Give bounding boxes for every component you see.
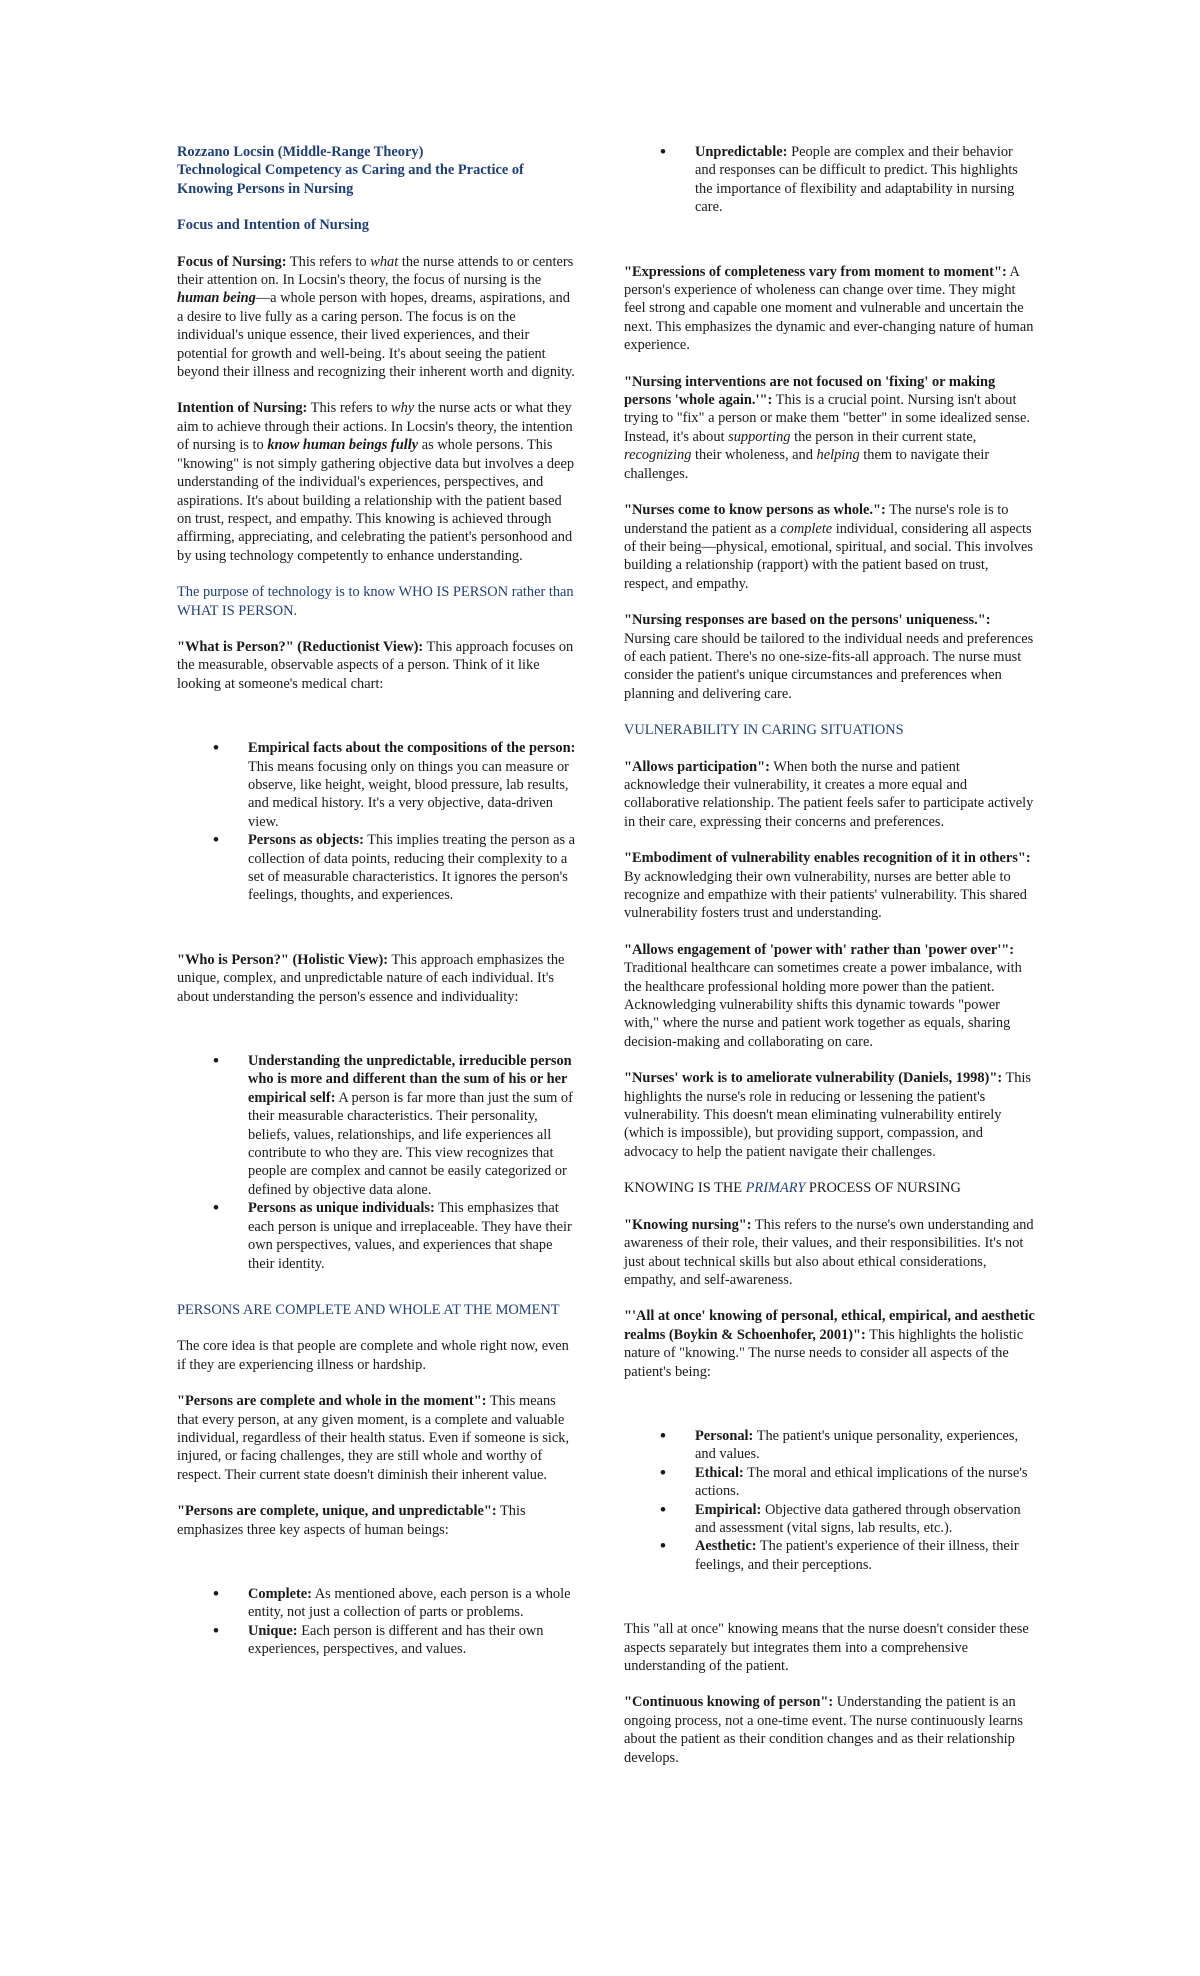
intention-of-nursing-paragraph: Intention of Nursing: This refers to why the nurse acts or what they aim to achieve through their actions. In Locsin's theory, the intention of nursing is to know human beings fully as whole persons. This "knowing" is not simply gathering objective data but involves a deep understanding of the individual's experiences, perspectives, and aspirations. It's about building a relationship with the patient based on trust, respect, and empathy. This knowing is achieved through affirming, appreciating, and celebrating the patient's personhood and by using technology competently to enhance understanding.: [177, 400, 575, 564]
right-column: [624, 143, 1035, 1785]
holistic-list: [177, 1052, 579, 1273]
complete-in-moment-paragraph: "Persons are complete and whole in the moment": This means that every person, at any given moment, is a complete and valuable individual, regardless of their health status. Even if someone is sick, injured, or facing challenges, they are still whole and worthy of respect. Their current state doesn't diminish their inherent value.: [177, 1393, 570, 1483]
allows-participation-paragraph: "Allows participation": When both the nurse and patient acknowledge their vulnerability, it creates a more equal and collaborative relationship. The patient feels safer to participate actively in their care, expressing their concerns and preferences.: [624, 758, 1034, 830]
title-line-2: Technological Competency as Caring and the Practice of Knowing Persons in Nursing: [177, 162, 524, 197]
document-title: [177, 143, 579, 198]
list-item: • Ethical: The moral and ethical implications of the nurse's actions.: [624, 1464, 1035, 1501]
expressions-paragraph: "Expressions of completeness vary from moment to moment": A person's experience of wholeness can change over time. They might feel strong and capable one moment and vulnerable and uncertain the next. This emphasizes the dynamic and ever-changing nature of human experience.: [624, 263, 1034, 354]
list-item: • Aesthetic: The patient's experience of their illness, their feelings, and their perceptions.: [624, 1537, 1035, 1574]
all-at-once-paragraph: "'All at once' knowing of personal, ethical, empirical, and aesthetic realms (Boykin & Schoenhofer, 2001)": This highlights the holistic nature of "knowing." The nurse needs to consider all aspects of the patient's being:: [624, 1308, 1035, 1380]
complete-unique-unpredictable-paragraph: "Persons are complete, unique, and unpredictable": This emphasizes three key aspects of human beings:: [177, 1503, 526, 1538]
ameliorate-paragraph: "Nurses' work is to ameliorate vulnerability (Daniels, 1998)": This highlights the nurse's role in reducing or lessening the patient's vulnerability. This doesn't mean eliminating vulnerability entirely (which is impossible), but providing support, compassion, and advocacy to help the patient navigate their challenges.: [624, 1070, 1032, 1160]
continuous-knowing-paragraph: "Continuous knowing of person": Understanding the patient is an ongoing process, not a one-time event. The nurse continuously learns about the patient as their condition changes and as their relationship develops.: [624, 1694, 1023, 1766]
vulnerability-heading: VULNERABILITY IN CARING SITUATIONS: [624, 722, 904, 739]
focus-intention-heading: Focus and Intention of Nursing: [177, 217, 369, 234]
list-item: • Unique: Each person is different and has their own experiences, perspectives, and values.: [177, 1622, 579, 1659]
list-item: • Empirical facts about the compositions of the person: This means focusing only on things you can measure or observe, like height, weight, blood pressure, lab results, and medical history. It's a very objective, data-driven view.: [177, 739, 579, 831]
complete-whole-heading: PERSONS ARE COMPLETE AND WHOLE AT THE MOMENT: [177, 1301, 560, 1318]
three-aspects-list-continued: [624, 143, 1035, 217]
focus-of-nursing-paragraph: Focus of Nursing: This refers to what the nurse attends to or centers their attention on. In Locsin's theory, the focus of nursing is the human being—a whole person with hopes, dreams, aspirations, and a desire to live fully as a caring person. The focus is on the individual's unique essence, their lived experiences, and their potential for growth and well-being. It's about seeing the patient beyond their illness and recognizing their inherent worth and dignity.: [177, 253, 575, 381]
left-column: [177, 143, 579, 1659]
realms-list: [624, 1427, 1035, 1574]
list-item: • Empirical: Objective data gathered through observation and assessment (vital signs, lab results, etc.).: [624, 1501, 1035, 1538]
reductionist-list: [177, 739, 579, 905]
not-fixing-paragraph: "Nursing interventions are not focused on 'fixing' or making persons 'whole again.'": This is a crucial point. Nursing isn't about trying to "fix" a person or make them "better" in some idealized sense. Instead, it's about supporting the person in their current state, recognizing their wholeness, and helping them to navigate their challenges.: [624, 373, 1030, 482]
technology-purpose-heading: The purpose of technology is to know WHO IS PERSON rather than WHAT IS PERSON.: [177, 584, 574, 619]
what-is-person-paragraph: "What is Person?" (Reductionist View): This approach focuses on the measurable, observable aspects of a person. Think of it like looking at someone's medical chart:: [177, 638, 574, 692]
knowing-primary-heading: KNOWING IS THE PRIMARY PROCESS OF NURSING: [624, 1180, 961, 1197]
know-as-whole-paragraph: "Nurses come to know persons as whole.": The nurse's role is to understand the patient as a complete individual, considering all aspects of their being—physical, emotional, spiritual, and social. This involves building a relationship (rapport) with the patient based on trust, respect, and empathy.: [624, 502, 1033, 592]
list-item: • Persons as objects: This implies treating the person as a collection of data points, reducing their complexity to a set of measurable characteristics. It ignores the person's feelings, thoughts, and experiences.: [177, 831, 579, 905]
list-item: • Complete: As mentioned above, each person is a whole entity, not just a collection of parts or problems.: [177, 1585, 579, 1622]
core-idea-paragraph: The core idea is that people are complete and whole right now, even if they are experiencing illness or hardship.: [177, 1338, 569, 1373]
uniqueness-paragraph: "Nursing responses are based on the persons' uniqueness.": Nursing care should be tailored to the individual needs and preferences of each patient. There's no one-size-fits-all approach. The nurse must consider the patient's unique circumstances and preferences when planning and delivering care.: [624, 612, 1034, 702]
title-line-1: Rozzano Locsin (Middle-Range Theory): [177, 144, 424, 160]
embodiment-paragraph: "Embodiment of vulnerability enables recognition of it in others": By acknowledging their own vulnerability, nurses are better able to recognize and empathize with their patients' vulnerability. This shared vulnerability fosters trust and understanding.: [624, 850, 1031, 922]
knowing-nursing-paragraph: "Knowing nursing": This refers to the nurse's own understanding and awareness of their role, their values, and their responsibilities. It's not just about technical skills but also about ethical considerations, empathy, and self-awareness.: [624, 1216, 1034, 1288]
list-item: • Personal: The patient's unique personality, experiences, and values.: [624, 1427, 1035, 1464]
who-is-person-paragraph: "Who is Person?" (Holistic View): This approach emphasizes the unique, complex, and unpredictable nature of each individual. It's about understanding the person's essence and individuality:: [177, 951, 565, 1005]
all-at-once-summary-paragraph: This "all at once" knowing means that the nurse doesn't consider these aspects separately but integrates them into a comprehensive understanding of the patient.: [624, 1621, 1029, 1674]
power-with-paragraph: "Allows engagement of 'power with' rather than 'power over'": Traditional healthcare can sometimes create a power imbalance, with the healthcare professional holding more power than the patient. Acknowledging vulnerability shifts this dynamic towards "power with," where the nurse and patient work together as equals, sharing decision-making and collaborating on care.: [624, 941, 1022, 1050]
three-aspects-list: [177, 1585, 579, 1659]
list-item: • Understanding the unpredictable, irreducible person who is more and different than the sum of his or her empirical self: A person is far more than just the sum of their measurable characteristics. Their personality, beliefs, values, relationships, and life experiences all contribute to who they are. This view recognizes that people are complex and cannot be easily categorized or defined by objective data alone.: [177, 1052, 579, 1199]
list-item: • Persons as unique individuals: This emphasizes that each person is unique and irreplaceable. They have their own perspectives, values, and experiences that shape their identity.: [177, 1199, 579, 1273]
list-item: • Unpredictable: People are complex and their behavior and responses can be difficult to predict. This highlights the importance of flexibility and adaptability in nursing care.: [624, 143, 1035, 217]
